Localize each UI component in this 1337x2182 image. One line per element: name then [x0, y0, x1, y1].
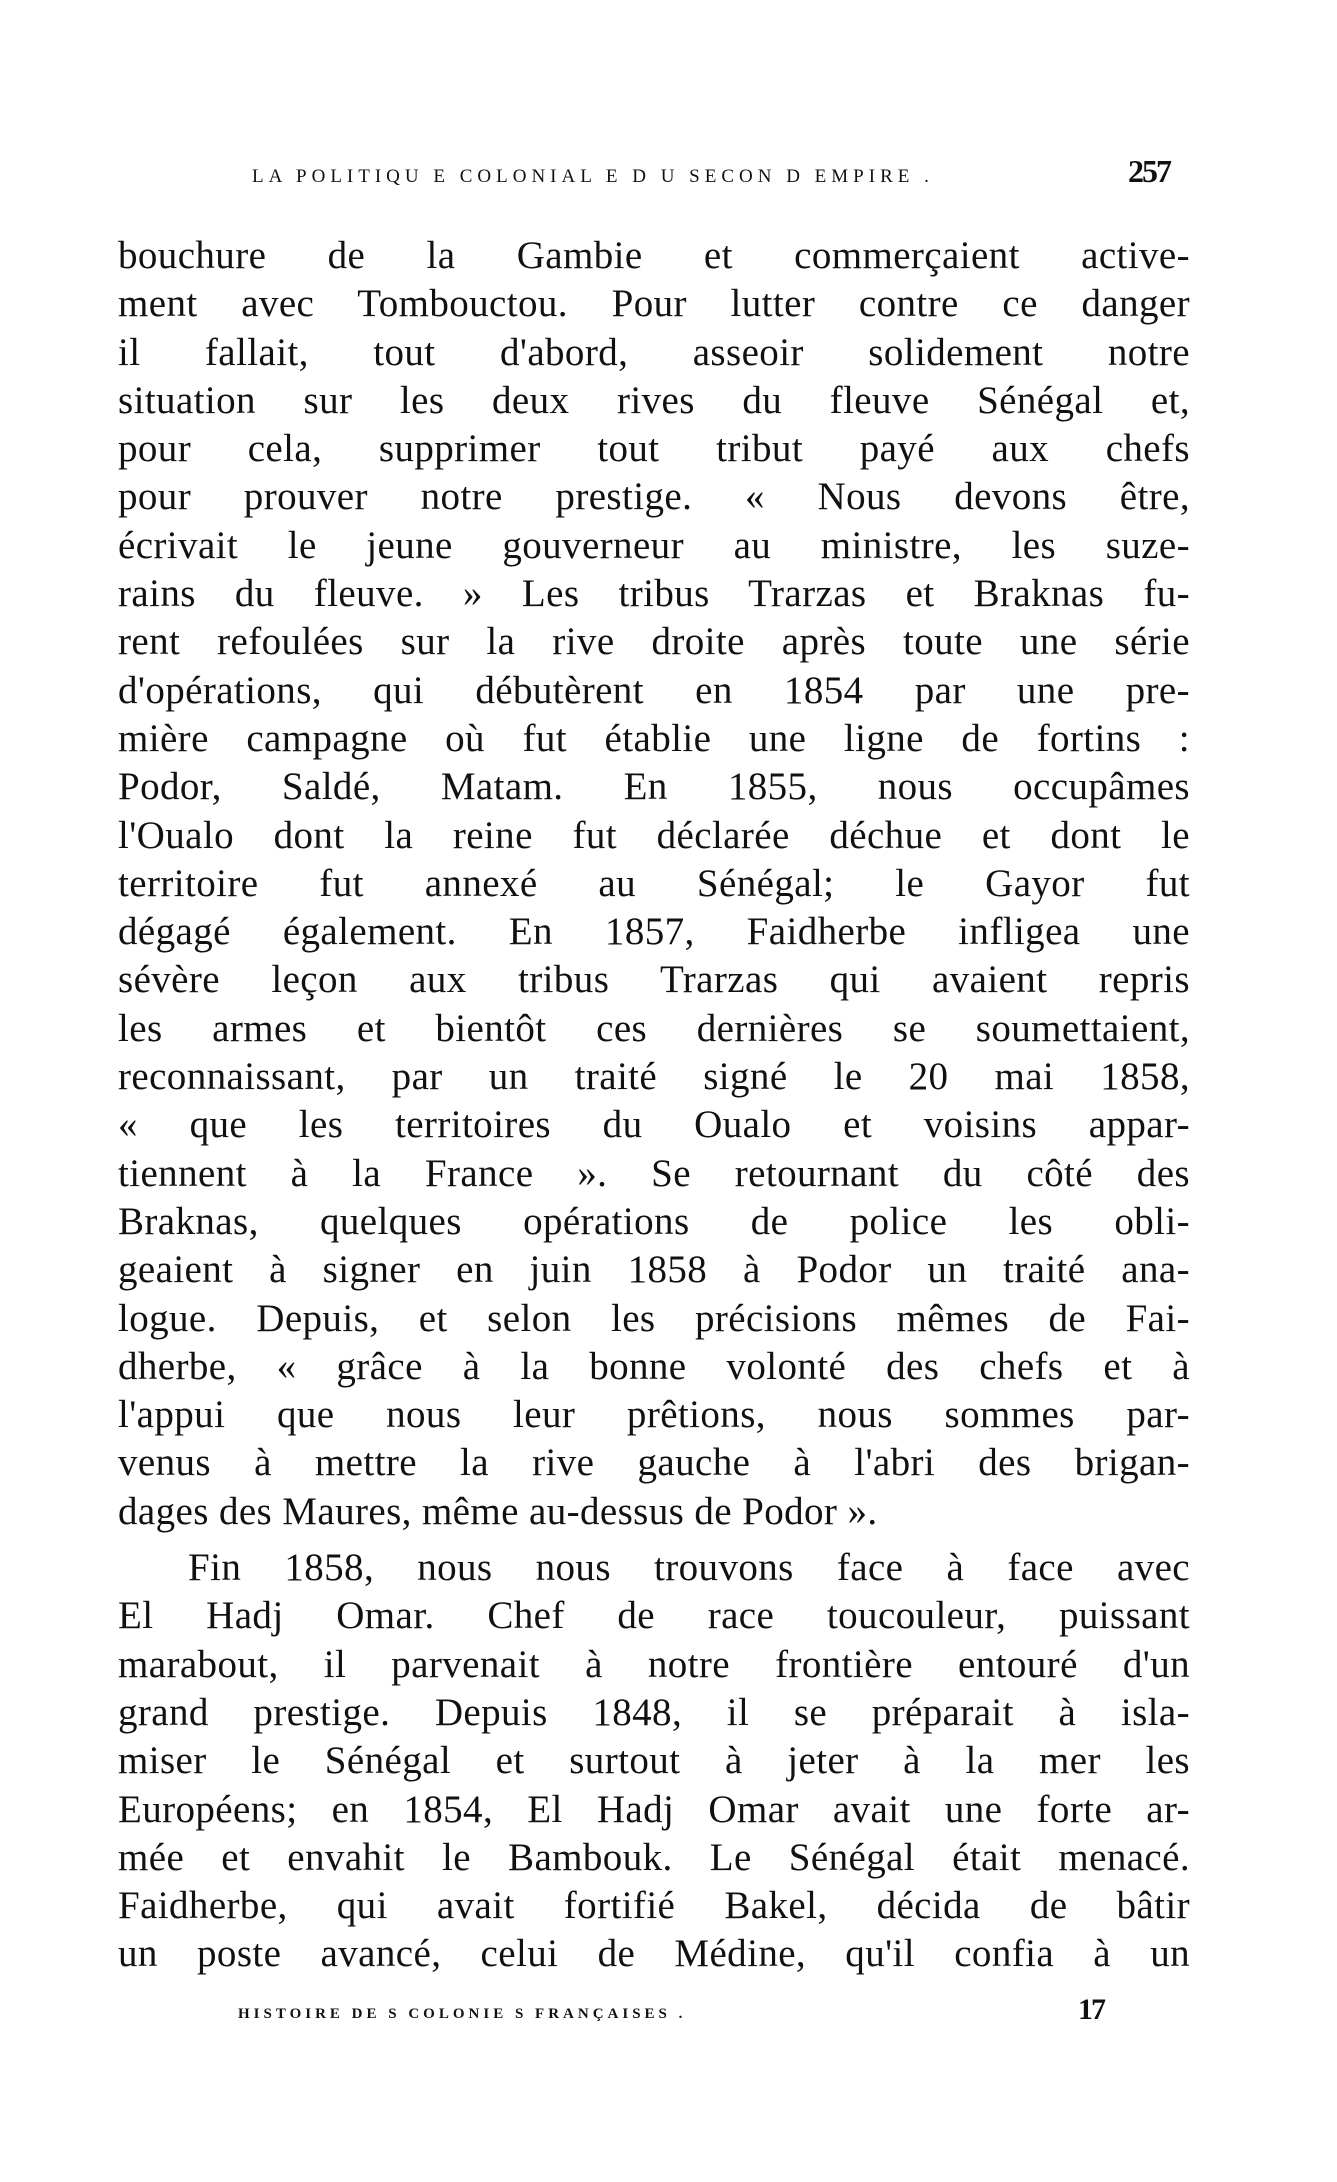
text-line: d'opérations, qui débutèrent en 1854 par une pre- [118, 668, 1190, 712]
text-line: mée et envahit le Bambouk. Le Sénégal était menacé. [118, 1835, 1190, 1879]
signature-title: HISTOIRE DE S COLONIE S FRANÇAISES . [238, 2006, 687, 2022]
text-line: l'appui que nous leur prêtions, nous sommes par- [118, 1393, 1190, 1437]
text-line: sévère leçon aux tribus Trarzas qui avaient repris [118, 958, 1190, 1002]
text-line: marabout, il parvenait à notre frontière entouré d'un [118, 1642, 1190, 1686]
paragraph-2 [118, 1544, 1190, 1979]
text-line: « que les territoires du Oualo et voisins appar- [118, 1103, 1190, 1147]
text-line: grand prestige. Depuis 1848, il se préparait à isla- [118, 1690, 1190, 1734]
text-line: dages des Maures, même au-dessus de Podor ». [118, 1489, 878, 1533]
text-line: El Hadj Omar. Chef de race toucouleur, puissant [118, 1594, 1190, 1638]
running-head: LA POLITIQU E COLONIAL E D U SECON D EMPIRE . [252, 166, 934, 187]
body-text [118, 232, 1190, 1979]
text-line: tiennent à la France ». Se retournant du côté des [118, 1151, 1190, 1195]
text-line: écrivait le jeune gouverneur au ministre, les suze- [118, 523, 1190, 567]
paragraph-1 [118, 232, 1190, 1536]
text-line: pour prouver notre prestige. « Nous devons être, [118, 475, 1190, 519]
text-line: territoire fut annexé au Sénégal; le Gayor fut [118, 861, 1190, 905]
text-line: mière campagne où fut établie une ligne de fortins : [118, 716, 1190, 760]
text-line: l'Oualo dont la reine fut déclarée déchue et dont le [118, 813, 1190, 857]
text-line: Braknas, quelques opérations de police les obli- [118, 1199, 1190, 1243]
text-line: reconnaissant, par un traité signé le 20 mai 1858, [118, 1055, 1190, 1099]
text-line: pour cela, supprimer tout tribut payé aux chefs [118, 427, 1190, 471]
text-line: geaient à signer en juin 1858 à Podor un traité ana- [118, 1248, 1190, 1292]
page-number: 257 [1128, 153, 1170, 189]
text-line: il fallait, tout d'abord, asseoir solidement notre [118, 330, 1190, 374]
text-line: Fin 1858, nous nous trouvons face à face avec [188, 1546, 1190, 1590]
text-line: venus à mettre la rive gauche à l'abri des brigan- [118, 1441, 1190, 1485]
text-line: rent refoulées sur la rive droite après toute une série [118, 620, 1190, 664]
text-line: les armes et bientôt ces dernières se soumettaient, [118, 1006, 1190, 1050]
text-line: Podor, Saldé, Matam. En 1855, nous occupâmes [118, 765, 1190, 809]
text-line: dherbe, « grâce à la bonne volonté des chefs et à [118, 1344, 1190, 1388]
signature-number: 17 [1078, 1993, 1104, 2026]
text-line: miser le Sénégal et surtout à jeter à la mer les [118, 1739, 1190, 1783]
paragraph-gap [118, 1536, 1190, 1544]
text-line: bouchure de la Gambie et commerçaient active- [118, 234, 1190, 277]
text-line: rains du fleuve. » Les tribus Trarzas et Braknas fu- [118, 572, 1190, 616]
text-line: Faidherbe, qui avait fortifié Bakel, décida de bâtir [118, 1884, 1190, 1928]
text-line: dégagé également. En 1857, Faidherbe infligea une [118, 910, 1190, 954]
text-line: situation sur les deux rives du fleuve Sénégal et, [118, 378, 1190, 422]
text-line: Européens; en 1854, El Hadj Omar avait une forte ar- [118, 1787, 1190, 1831]
text-line: logue. Depuis, et selon les précisions mêmes de Fai- [118, 1296, 1190, 1340]
text-line: ment avec Tombouctou. Pour lutter contre ce danger [118, 282, 1190, 326]
text-line: un poste avancé, celui de Médine, qu'il confia à un [118, 1932, 1190, 1976]
